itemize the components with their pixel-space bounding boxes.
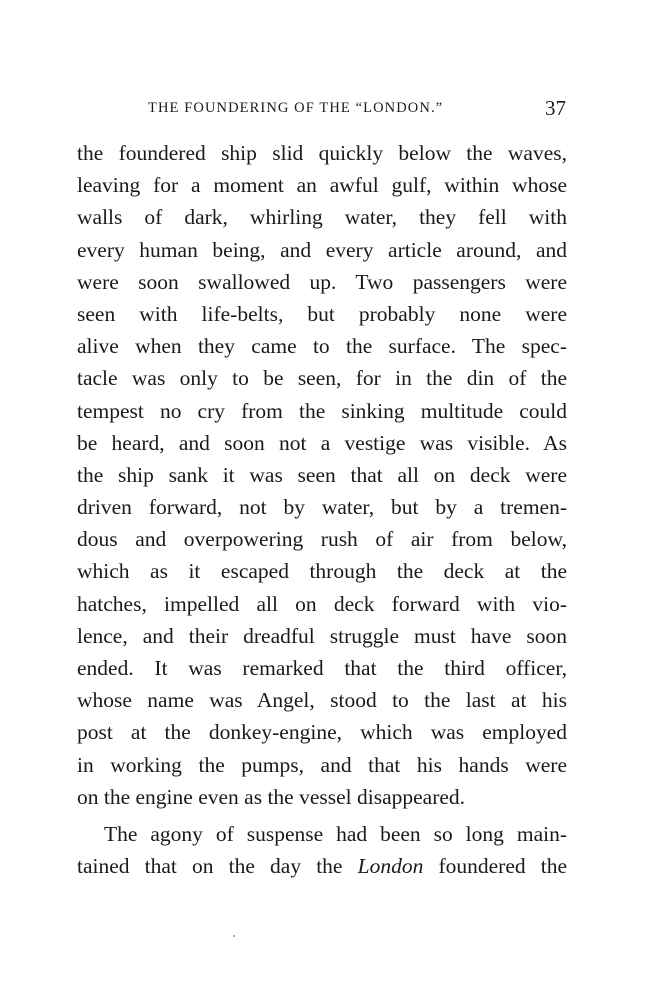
paper-speck bbox=[233, 935, 235, 937]
text-line: post at the donkey-engine, which was employed bbox=[77, 720, 567, 745]
text-line: driven forward, not by water, but by a tremen- bbox=[77, 495, 567, 520]
text-line: whose name was Angel, stood to the last at his bbox=[77, 688, 567, 713]
text-line: be heard, and soon not a vestige was visible. As bbox=[77, 430, 567, 455]
text-line: seen with life-belts, but probably none were bbox=[77, 301, 567, 326]
text-line-indented: The agony of suspense had been so long main- bbox=[104, 821, 567, 846]
text-line: tempest no cry from the sinking multitude could bbox=[77, 398, 567, 423]
running-head bbox=[148, 96, 566, 120]
text-line: leaving for a moment an awful gulf, within whose bbox=[77, 173, 567, 198]
text-run: tained that on the day the bbox=[77, 854, 358, 879]
page-number: 37 bbox=[545, 96, 566, 120]
text-line: were soon swallowed up. Two passengers were bbox=[77, 269, 567, 294]
running-title: THE FOUNDERING OF THE “LONDON.” bbox=[148, 100, 444, 116]
text-line: the foundered ship slid quickly below the waves, bbox=[77, 141, 567, 165]
text-line: walls of dark, whirling water, they fell with bbox=[77, 205, 567, 230]
text-line: dous and overpowering rush of air from below, bbox=[77, 527, 567, 552]
text-line: alive when they came to the surface. The spec- bbox=[77, 334, 567, 359]
text-run: foundered the bbox=[423, 854, 567, 879]
text-line: tacle was only to be seen, for in the din of the bbox=[77, 366, 567, 391]
text-line: every human being, and every article around, and bbox=[77, 237, 567, 262]
body-text bbox=[77, 137, 567, 882]
text-line: lence, and their dreadful struggle must have soon bbox=[77, 623, 567, 648]
text-line: hatches, impelled all on deck forward with vio- bbox=[77, 591, 567, 616]
text-line bbox=[77, 850, 567, 882]
text-line: the ship sank it was seen that all on deck were bbox=[77, 462, 567, 487]
text-line: in working the pumps, and that his hands were bbox=[77, 752, 567, 777]
text-line: which as it escaped through the deck at the bbox=[77, 559, 567, 584]
ship-name-italic: London bbox=[357, 854, 424, 879]
text-line-last: on the engine even as the vessel disappeared. bbox=[77, 784, 466, 809]
text-line: ended. It was remarked that the third officer, bbox=[77, 656, 567, 680]
